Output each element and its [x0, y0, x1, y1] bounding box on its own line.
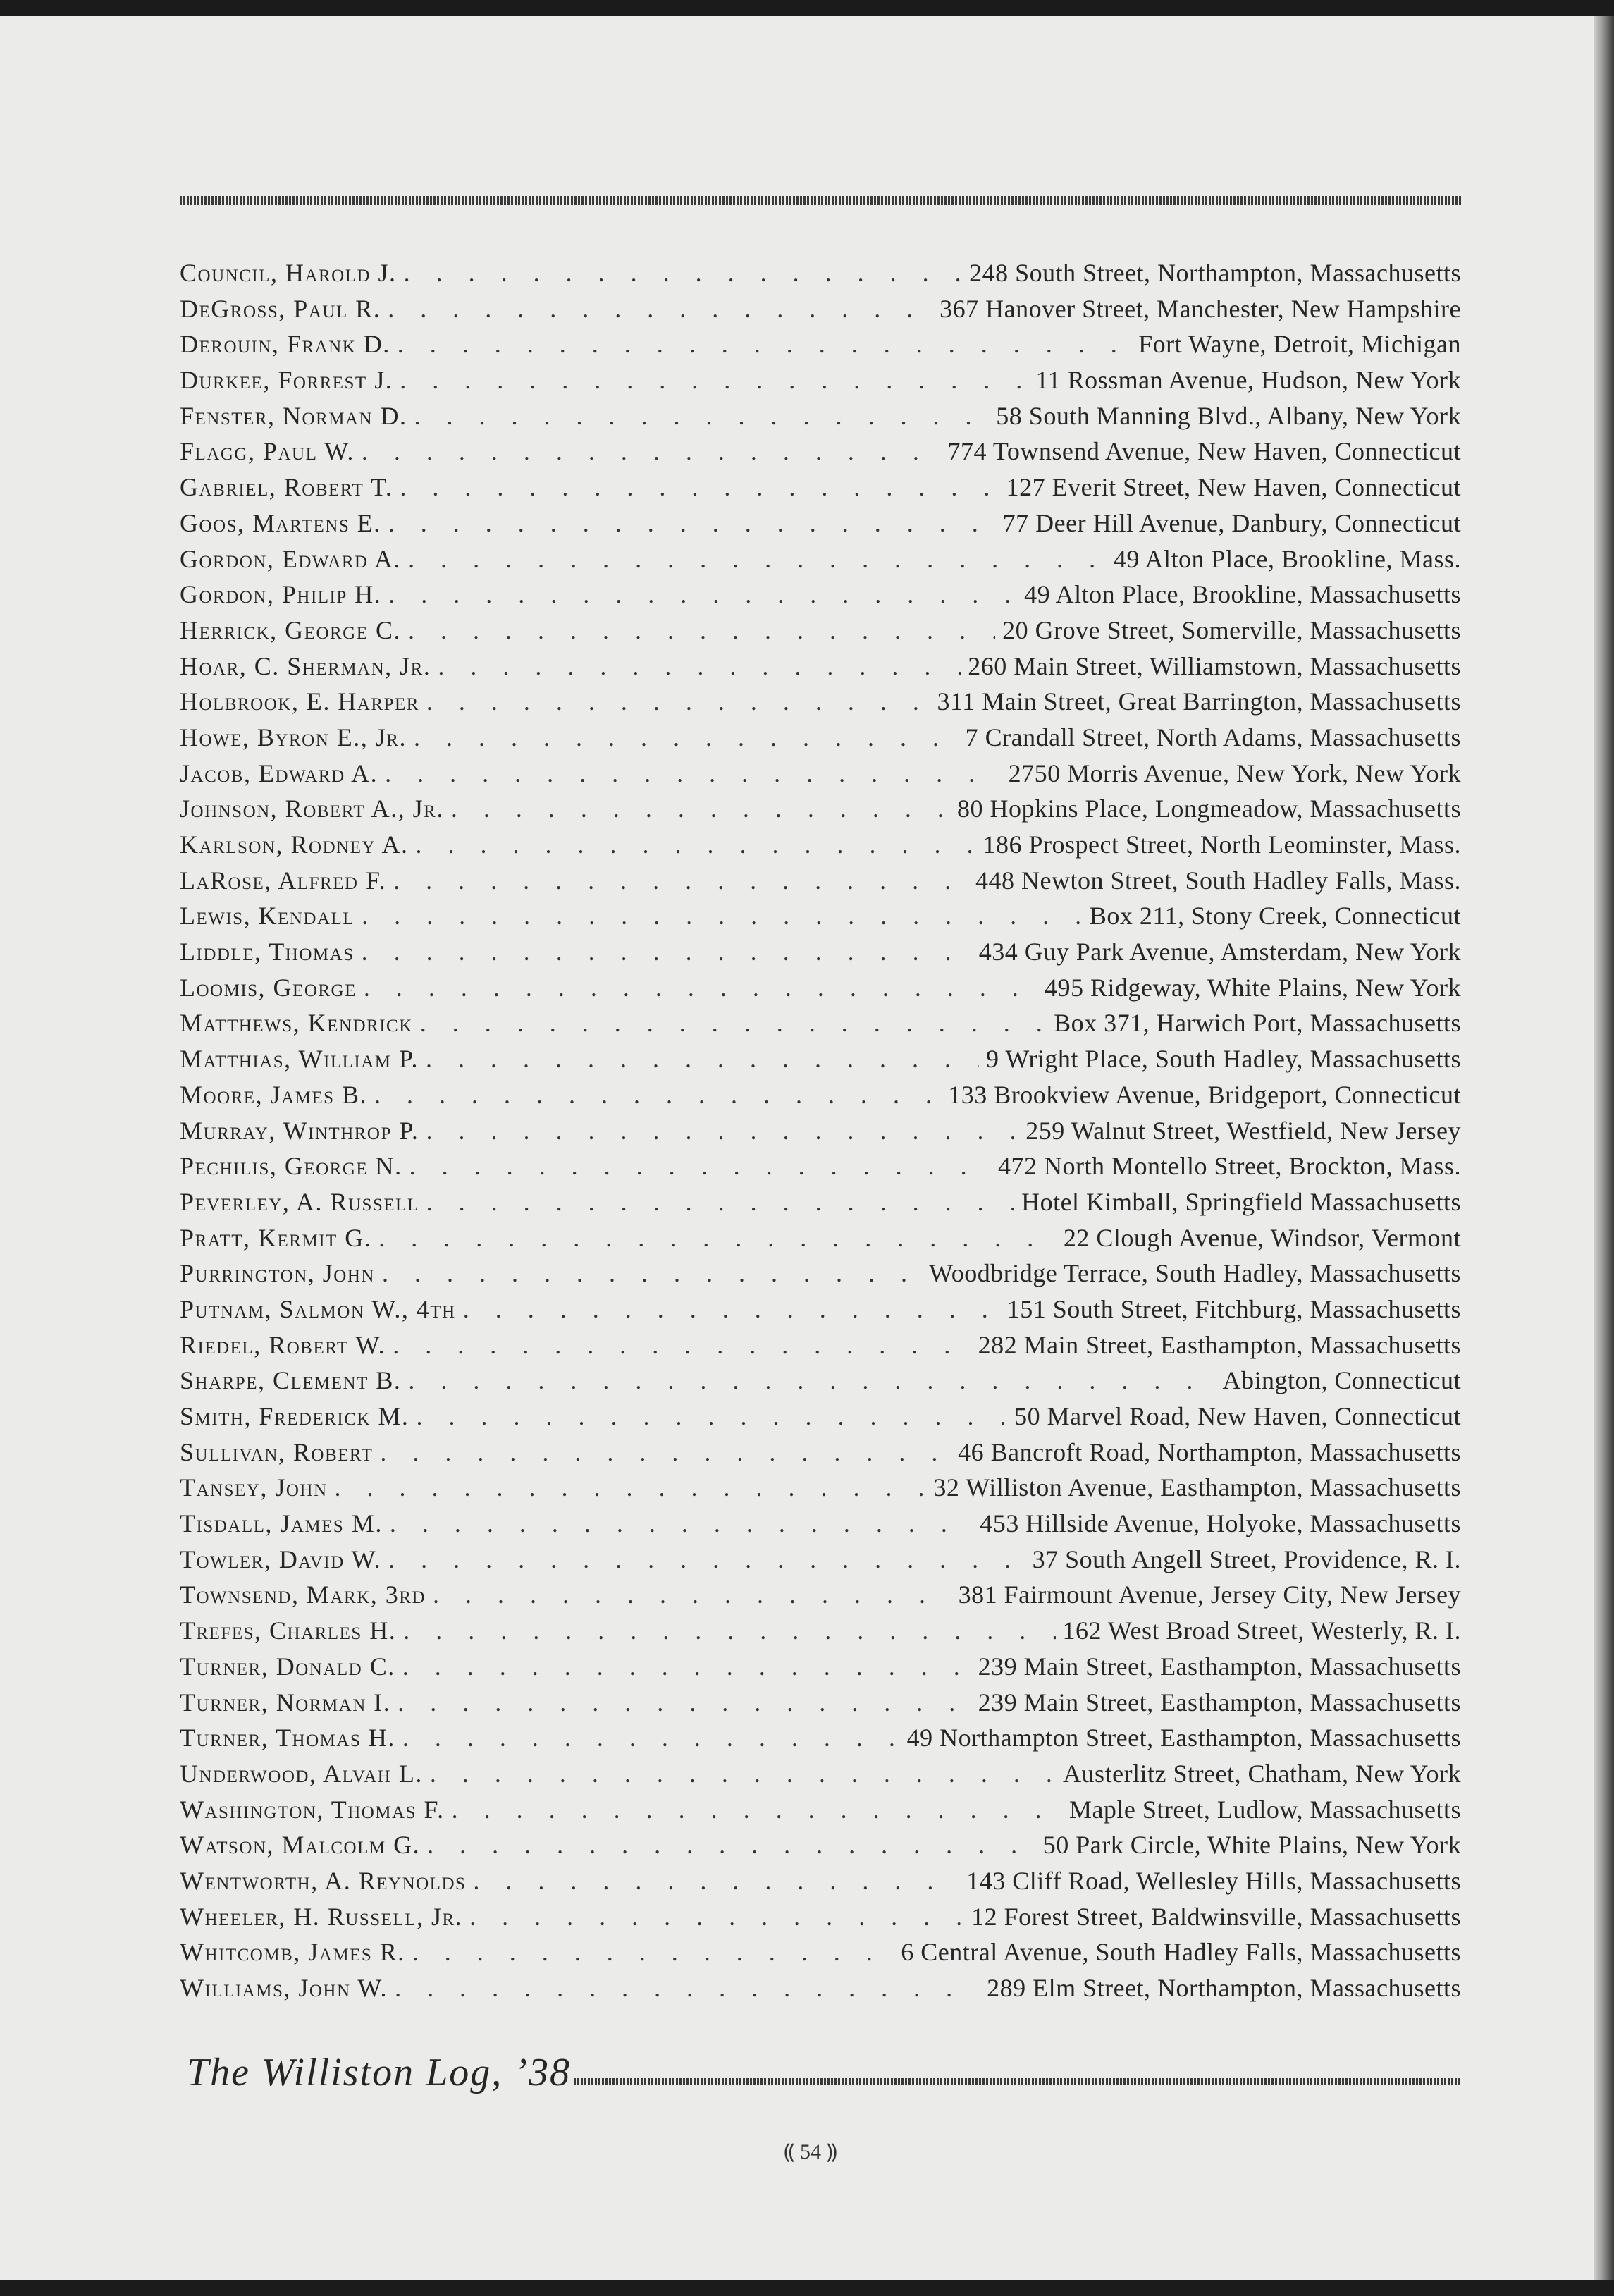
home-address: 472 North Montello Street, Brockton, Mass.: [998, 1152, 1461, 1181]
roster-row: [180, 1223, 1461, 1259]
dot-leader: [438, 651, 961, 681]
dot-leader: [416, 1401, 1007, 1431]
dot-leader: [412, 1937, 894, 1967]
dot-leader: [400, 472, 999, 502]
roster-row: [180, 1080, 1461, 1116]
student-name: Putnam, Salmon W., 4th: [180, 1294, 456, 1323]
roster-row: [180, 329, 1461, 365]
dot-leader: [362, 937, 972, 966]
student-name: Loomis, George: [180, 973, 357, 1002]
roster-row: [180, 794, 1461, 830]
roster-row: [180, 508, 1461, 544]
dot-leader: [402, 1723, 900, 1752]
student-name: LaRose, Alfred F.: [180, 866, 387, 895]
home-address: 46 Bancroft Road, Northampton, Massachusetts: [958, 1437, 1461, 1466]
roster-row: [180, 723, 1461, 759]
home-address: 32 Williston Avenue, Easthampton, Massachusetts: [933, 1473, 1461, 1502]
roster-row: [180, 1723, 1461, 1759]
student-name: Herrick, George C.: [180, 615, 402, 644]
home-address: Hotel Kimball, Springfield Massachusetts: [1021, 1187, 1461, 1216]
student-name: Gabriel, Robert T.: [180, 473, 393, 502]
home-address: 239 Main Street, Easthampton, Massachusetts: [978, 1688, 1461, 1717]
dot-leader: [414, 723, 959, 752]
dot-leader: [362, 901, 1083, 931]
publication-title: The Williston Log, ’38: [187, 2051, 571, 2094]
dot-leader: [398, 1688, 971, 1717]
home-address: Fort Wayne, Detroit, Michigan: [1138, 330, 1461, 359]
dot-leader: [426, 1187, 1014, 1217]
student-name: Karlson, Rodney A.: [180, 830, 409, 859]
dot-leader: [430, 1759, 1056, 1788]
dot-leader: [398, 329, 1131, 359]
top-dotted-rule: [180, 196, 1461, 205]
home-address: 239 Main Street, Easthampton, Massachusetts: [978, 1652, 1461, 1681]
dot-leader: [395, 1973, 980, 2003]
dot-leader: [463, 1294, 1000, 1324]
home-address: 9 Wright Place, South Hadley, Massachusetts: [986, 1045, 1461, 1074]
home-address: Austerlitz Street, Chatham, New York: [1063, 1759, 1461, 1788]
student-name: Matthias, William P.: [180, 1045, 419, 1074]
home-address: 6 Central Avenue, South Hadley Falls, Massachusetts: [901, 1938, 1461, 1967]
student-name: Peverley, A. Russell: [180, 1187, 419, 1216]
dot-leader: [388, 508, 996, 538]
student-roster: [180, 258, 1461, 2009]
roster-row: [180, 1652, 1461, 1688]
home-address: Maple Street, Ludlow, Massachusetts: [1068, 1795, 1461, 1824]
roster-row: [180, 1616, 1461, 1652]
roster-row: [180, 258, 1461, 294]
dot-leader: [388, 579, 1017, 609]
roster-row: [180, 1365, 1461, 1401]
home-address: 2750 Morris Avenue, New York, New York: [1008, 759, 1461, 787]
student-name: Wheeler, H. Russell, Jr.: [180, 1902, 463, 1931]
home-address: 186 Prospect Street, North Leominster, Mass.: [982, 830, 1461, 859]
home-address: 259 Walnut Street, Westfield, New Jersey: [1025, 1116, 1461, 1145]
roster-row: [180, 1258, 1461, 1294]
home-address: 151 South Street, Fitchburg, Massachusetts: [1006, 1294, 1461, 1323]
roster-row: [180, 937, 1461, 973]
home-address: Box 211, Stony Creek, Connecticut: [1089, 902, 1461, 931]
home-address: 50 Park Circle, White Plains, New York: [1042, 1831, 1461, 1860]
student-name: Towler, David W.: [180, 1545, 382, 1573]
student-name: Matthews, Kendrick: [180, 1009, 413, 1038]
roster-row: [180, 1116, 1461, 1152]
dot-leader: [416, 830, 976, 859]
student-name: Smith, Frederick M.: [180, 1402, 409, 1430]
student-name: Pratt, Kermit G.: [180, 1223, 372, 1252]
roster-row: [180, 1187, 1461, 1223]
student-name: Townsend, Mark, 3rd: [180, 1580, 426, 1609]
roster-row: [180, 615, 1461, 651]
student-name: Trefes, Charles H.: [180, 1616, 397, 1645]
dot-leader: [393, 866, 968, 895]
student-name: Turner, Thomas H.: [180, 1724, 395, 1752]
dot-leader: [452, 1795, 1062, 1824]
student-name: Fenster, Norman D.: [180, 401, 407, 430]
roster-row: [180, 472, 1461, 508]
student-name: Sullivan, Robert: [180, 1437, 374, 1466]
dot-leader: [433, 1580, 951, 1609]
dot-leader: [385, 759, 1002, 788]
dot-leader: [414, 401, 990, 431]
roster-row: [180, 1830, 1461, 1866]
roster-row: [180, 1044, 1461, 1080]
student-name: Wentworth, A. Reynolds: [180, 1866, 467, 1895]
home-address: 434 Guy Park Avenue, Amsterdam, New York: [978, 938, 1461, 966]
student-name: Gordon, Philip H.: [180, 580, 382, 609]
home-address: 448 Newton Street, South Hadley Falls, Mass.: [975, 866, 1461, 895]
roster-row: [180, 1902, 1461, 1938]
roster-row: [180, 579, 1461, 615]
dot-leader: [404, 258, 963, 288]
student-name: Lewis, Kendall: [180, 902, 355, 931]
student-name: Watson, Malcolm G.: [180, 1831, 421, 1860]
dot-leader: [473, 1866, 959, 1896]
dot-leader: [402, 1652, 971, 1681]
footer-dotted-rule: [574, 2078, 1461, 2085]
student-name: Washington, Thomas F.: [180, 1795, 445, 1824]
student-name: Turner, Donald C.: [180, 1652, 395, 1681]
student-name: Derouin, Frank D.: [180, 330, 390, 359]
home-address: 260 Main Street, Williamstown, Massachusetts: [968, 651, 1461, 680]
home-address: 143 Cliff Road, Wellesley Hills, Massachusetts: [966, 1866, 1461, 1895]
home-address: Abington, Connecticut: [1222, 1366, 1461, 1395]
roster-row: [180, 1866, 1461, 1902]
roster-row: [180, 1294, 1461, 1330]
student-name: Durkee, Forrest J.: [180, 366, 393, 395]
home-address: 133 Brookview Avenue, Bridgeport, Connecticut: [948, 1080, 1461, 1109]
dot-leader: [364, 973, 1037, 1002]
roster-row: [180, 866, 1461, 902]
roster-row: [180, 1545, 1461, 1580]
student-name: Sharpe, Clement B.: [180, 1366, 402, 1395]
dot-leader: [408, 544, 1107, 574]
roster-row: [180, 1580, 1461, 1616]
roster-row: [180, 973, 1461, 1009]
page-number: ⸨ 54 ⸩: [784, 2140, 837, 2163]
dot-leader: [420, 1008, 1047, 1038]
student-name: Flagg, Paul W.: [180, 437, 355, 466]
dot-leader: [374, 1080, 941, 1110]
home-address: 49 Northampton Street, Easthampton, Massachusetts: [906, 1724, 1461, 1752]
page-edge-shadow: [1594, 16, 1614, 2280]
roster-row: [180, 759, 1461, 794]
student-name: Underwood, Alvah L.: [180, 1759, 423, 1788]
roster-row: [180, 1008, 1461, 1044]
roster-row: [180, 1759, 1461, 1795]
dot-leader: [390, 1509, 973, 1538]
home-address: 367 Hanover Street, Manchester, New Hampshire: [940, 294, 1461, 323]
student-name: Jacob, Edward A.: [180, 759, 378, 787]
student-name: Moore, James B.: [180, 1080, 368, 1109]
footer: [187, 2050, 1461, 2095]
roster-row: [180, 901, 1461, 937]
home-address: 381 Fairmount Avenue, Jersey City, New Jersey: [958, 1580, 1461, 1609]
student-name: DeGross, Paul R.: [180, 294, 381, 323]
roster-row: [180, 1473, 1461, 1509]
dot-leader: [393, 1330, 971, 1360]
dot-leader: [378, 1223, 1057, 1253]
dot-leader: [408, 615, 995, 645]
home-address: 282 Main Street, Easthampton, Massachusetts: [978, 1330, 1461, 1359]
home-address: 77 Deer Hill Avenue, Danbury, Connecticut: [1002, 508, 1461, 537]
roster-row: [180, 1688, 1461, 1724]
student-name: Holbrook, E. Harper: [180, 687, 419, 716]
dot-leader: [426, 1116, 1018, 1146]
dot-leader: [400, 365, 1028, 395]
roster-row: [180, 436, 1461, 472]
student-name: Goos, Martens E.: [180, 508, 381, 537]
student-name: Turner, Norman I.: [180, 1688, 391, 1717]
student-name: Tisdall, James M.: [180, 1509, 383, 1538]
home-address: 248 South Street, Northampton, Massachusetts: [969, 259, 1461, 287]
home-address: 58 South Manning Blvd., Albany, New York: [996, 401, 1461, 430]
home-address: 7 Crandall Street, North Adams, Massachusetts: [965, 723, 1461, 751]
dot-leader: [469, 1902, 964, 1932]
dot-leader: [362, 436, 941, 466]
roster-row: [180, 830, 1461, 866]
dot-leader: [409, 1151, 991, 1181]
home-address: 11 Rossman Avenue, Hudson, New York: [1035, 366, 1461, 395]
roster-row: [180, 1330, 1461, 1366]
home-address: 50 Marvel Road, New Haven, Connecticut: [1014, 1402, 1461, 1430]
student-name: Purrington, John: [180, 1259, 375, 1288]
dot-leader: [403, 1616, 1055, 1645]
dot-leader: [380, 1437, 951, 1467]
home-address: 162 West Broad Street, Westerly, R. I.: [1062, 1616, 1461, 1645]
dot-leader: [427, 1830, 1036, 1860]
student-name: Gordon, Edward A.: [180, 544, 402, 573]
home-address: 127 Everit Street, New Haven, Connecticut: [1006, 473, 1461, 502]
home-address: 37 South Angell Street, Providence, R. I.: [1032, 1545, 1461, 1573]
student-name: Liddle, Thomas: [180, 938, 355, 966]
home-address: 774 Townsend Avenue, New Haven, Connecticut: [947, 437, 1461, 466]
roster-row: [180, 401, 1461, 437]
roster-row: [180, 294, 1461, 330]
student-name: Riedel, Robert W.: [180, 1330, 386, 1359]
roster-row: [180, 1973, 1461, 2009]
student-name: Howe, Byron E., Jr.: [180, 723, 407, 751]
student-name: Murray, Winthrop P.: [180, 1116, 419, 1145]
student-name: Council, Harold J.: [180, 259, 397, 287]
dot-leader: [335, 1473, 927, 1502]
home-address: 80 Hopkins Place, Longmeadow, Massachusetts: [956, 794, 1461, 823]
home-address: 453 Hillside Avenue, Holyoke, Massachusetts: [980, 1509, 1461, 1538]
student-name: Whitcomb, James R.: [180, 1938, 405, 1967]
home-address: 49 Alton Place, Brookline, Massachusetts: [1024, 580, 1461, 609]
dot-leader: [388, 294, 932, 324]
roster-row: [180, 1437, 1461, 1473]
roster-row: [180, 651, 1461, 687]
roster-row: [180, 1151, 1461, 1187]
student-name: Williams, John W.: [180, 1974, 388, 2002]
student-name: Hoar, C. Sherman, Jr.: [180, 651, 431, 680]
student-name: Johnson, Robert A., Jr.: [180, 794, 444, 823]
dot-leader: [426, 1044, 979, 1074]
dot-leader: [388, 1545, 1025, 1574]
home-address: 311 Main Street, Great Barrington, Massachusetts: [937, 687, 1461, 716]
home-address: Woodbridge Terrace, South Hadley, Massachusetts: [929, 1259, 1461, 1288]
dot-leader: [451, 794, 950, 823]
roster-row: [180, 1401, 1461, 1437]
dot-leader: [426, 687, 930, 716]
home-address: 289 Elm Street, Northampton, Massachusetts: [987, 1974, 1461, 2002]
roster-row: [180, 687, 1461, 723]
dot-leader: [408, 1365, 1215, 1395]
roster-row: [180, 1937, 1461, 1973]
roster-row: [180, 544, 1461, 580]
home-address: 49 Alton Place, Brookline, Mass.: [1114, 544, 1461, 573]
student-name: Tansey, John: [180, 1473, 328, 1502]
roster-row: [180, 1509, 1461, 1545]
home-address: 22 Clough Avenue, Windsor, Vermont: [1063, 1223, 1461, 1252]
roster-row: [180, 1795, 1461, 1831]
home-address: 20 Grove Street, Somerville, Massachusetts: [1002, 615, 1461, 644]
home-address: 12 Forest Street, Baldwinsville, Massachusetts: [971, 1902, 1461, 1931]
home-address: 495 Ridgeway, White Plains, New York: [1045, 973, 1461, 1002]
dot-leader: [382, 1258, 922, 1288]
student-name: Pechilis, George N.: [180, 1152, 402, 1181]
roster-row: [180, 365, 1461, 401]
home-address: Box 371, Harwich Port, Massachusetts: [1054, 1009, 1461, 1038]
